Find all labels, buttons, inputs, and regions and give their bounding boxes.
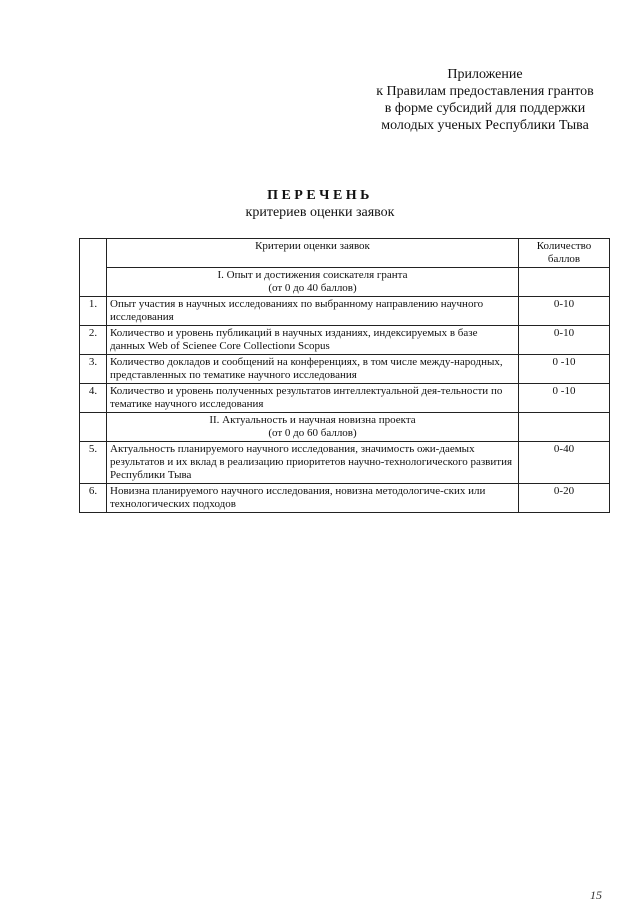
document-title: ПЕРЕЧЕНЬ [267,188,373,203]
criteria-header: Критерии оценки заявок [107,239,519,268]
score-range: 0 -10 [519,355,610,384]
empty-score-cell [519,268,610,297]
section-heading-row [80,413,610,442]
score-range: 0-10 [519,326,610,355]
empty-num-cell [80,413,107,442]
criterion-text: Количество и уровень публикаций в научных изданиях, индексируемых в базе данных Web of Scienee Core Collectionи Scopus [107,326,519,355]
criterion-text: Новизна планируемого научного исследования, новизна методологиче-ских или технологических подходов [107,484,519,513]
table-row [80,384,610,413]
appendix-header [360,66,610,134]
score-range: 0 -10 [519,384,610,413]
row-number: 6. [80,484,107,513]
table-row [80,355,610,384]
section-heading [107,268,519,297]
document-subtitle: критериев оценки заявок [245,205,395,220]
table-row [80,326,610,355]
appendix-line: молодых ученых Республики Тыва [381,118,589,133]
appendix-line: к Правилам предоставления грантов [376,84,594,99]
section-title: II. Актуальность и научная новизна проекта [209,414,416,426]
table-row [80,442,610,484]
section-title: I. Опыт и достижения соискателя гранта [217,269,408,281]
appendix-line: в форме субсидий для поддержки [384,101,586,116]
section-heading-row [80,268,610,297]
row-number: 5. [80,442,107,484]
table-header-row [80,239,610,268]
num-header-cell [80,239,107,297]
criterion-text: Актуальность планируемого научного исследования, значимость ожи-даемых результатов и их вклад в реализацию приоритетов научно-технологического развития Республики Тыва [107,442,519,484]
score-range: 0-40 [519,442,610,484]
table-row [80,484,610,513]
row-number: 4. [80,384,107,413]
empty-score-cell [519,413,610,442]
row-number: 2. [80,326,107,355]
table-row [80,297,610,326]
criterion-text: Количество и уровень полученных результатов интеллектуальной дея-тельности по тематике научного исследования [107,384,519,413]
section-heading [107,413,519,442]
page-mark: 15 [590,888,602,902]
appendix-line: Приложение [447,67,523,82]
criterion-text: Опыт участия в научных исследованиях по выбранному направлению научного исследования [107,297,519,326]
row-number: 3. [80,355,107,384]
section-range: (от 0 до 40 баллов) [268,282,357,294]
score-range: 0-10 [519,297,610,326]
section-range: (от 0 до 60 баллов) [268,427,357,439]
criteria-table [79,238,610,513]
score-header: Количество баллов [519,239,610,268]
score-range: 0-20 [519,484,610,513]
row-number: 1. [80,297,107,326]
criterion-text: Количество докладов и сообщений на конференциях, в том числе между-народных, представленных по тематике научного исследования [107,355,519,384]
